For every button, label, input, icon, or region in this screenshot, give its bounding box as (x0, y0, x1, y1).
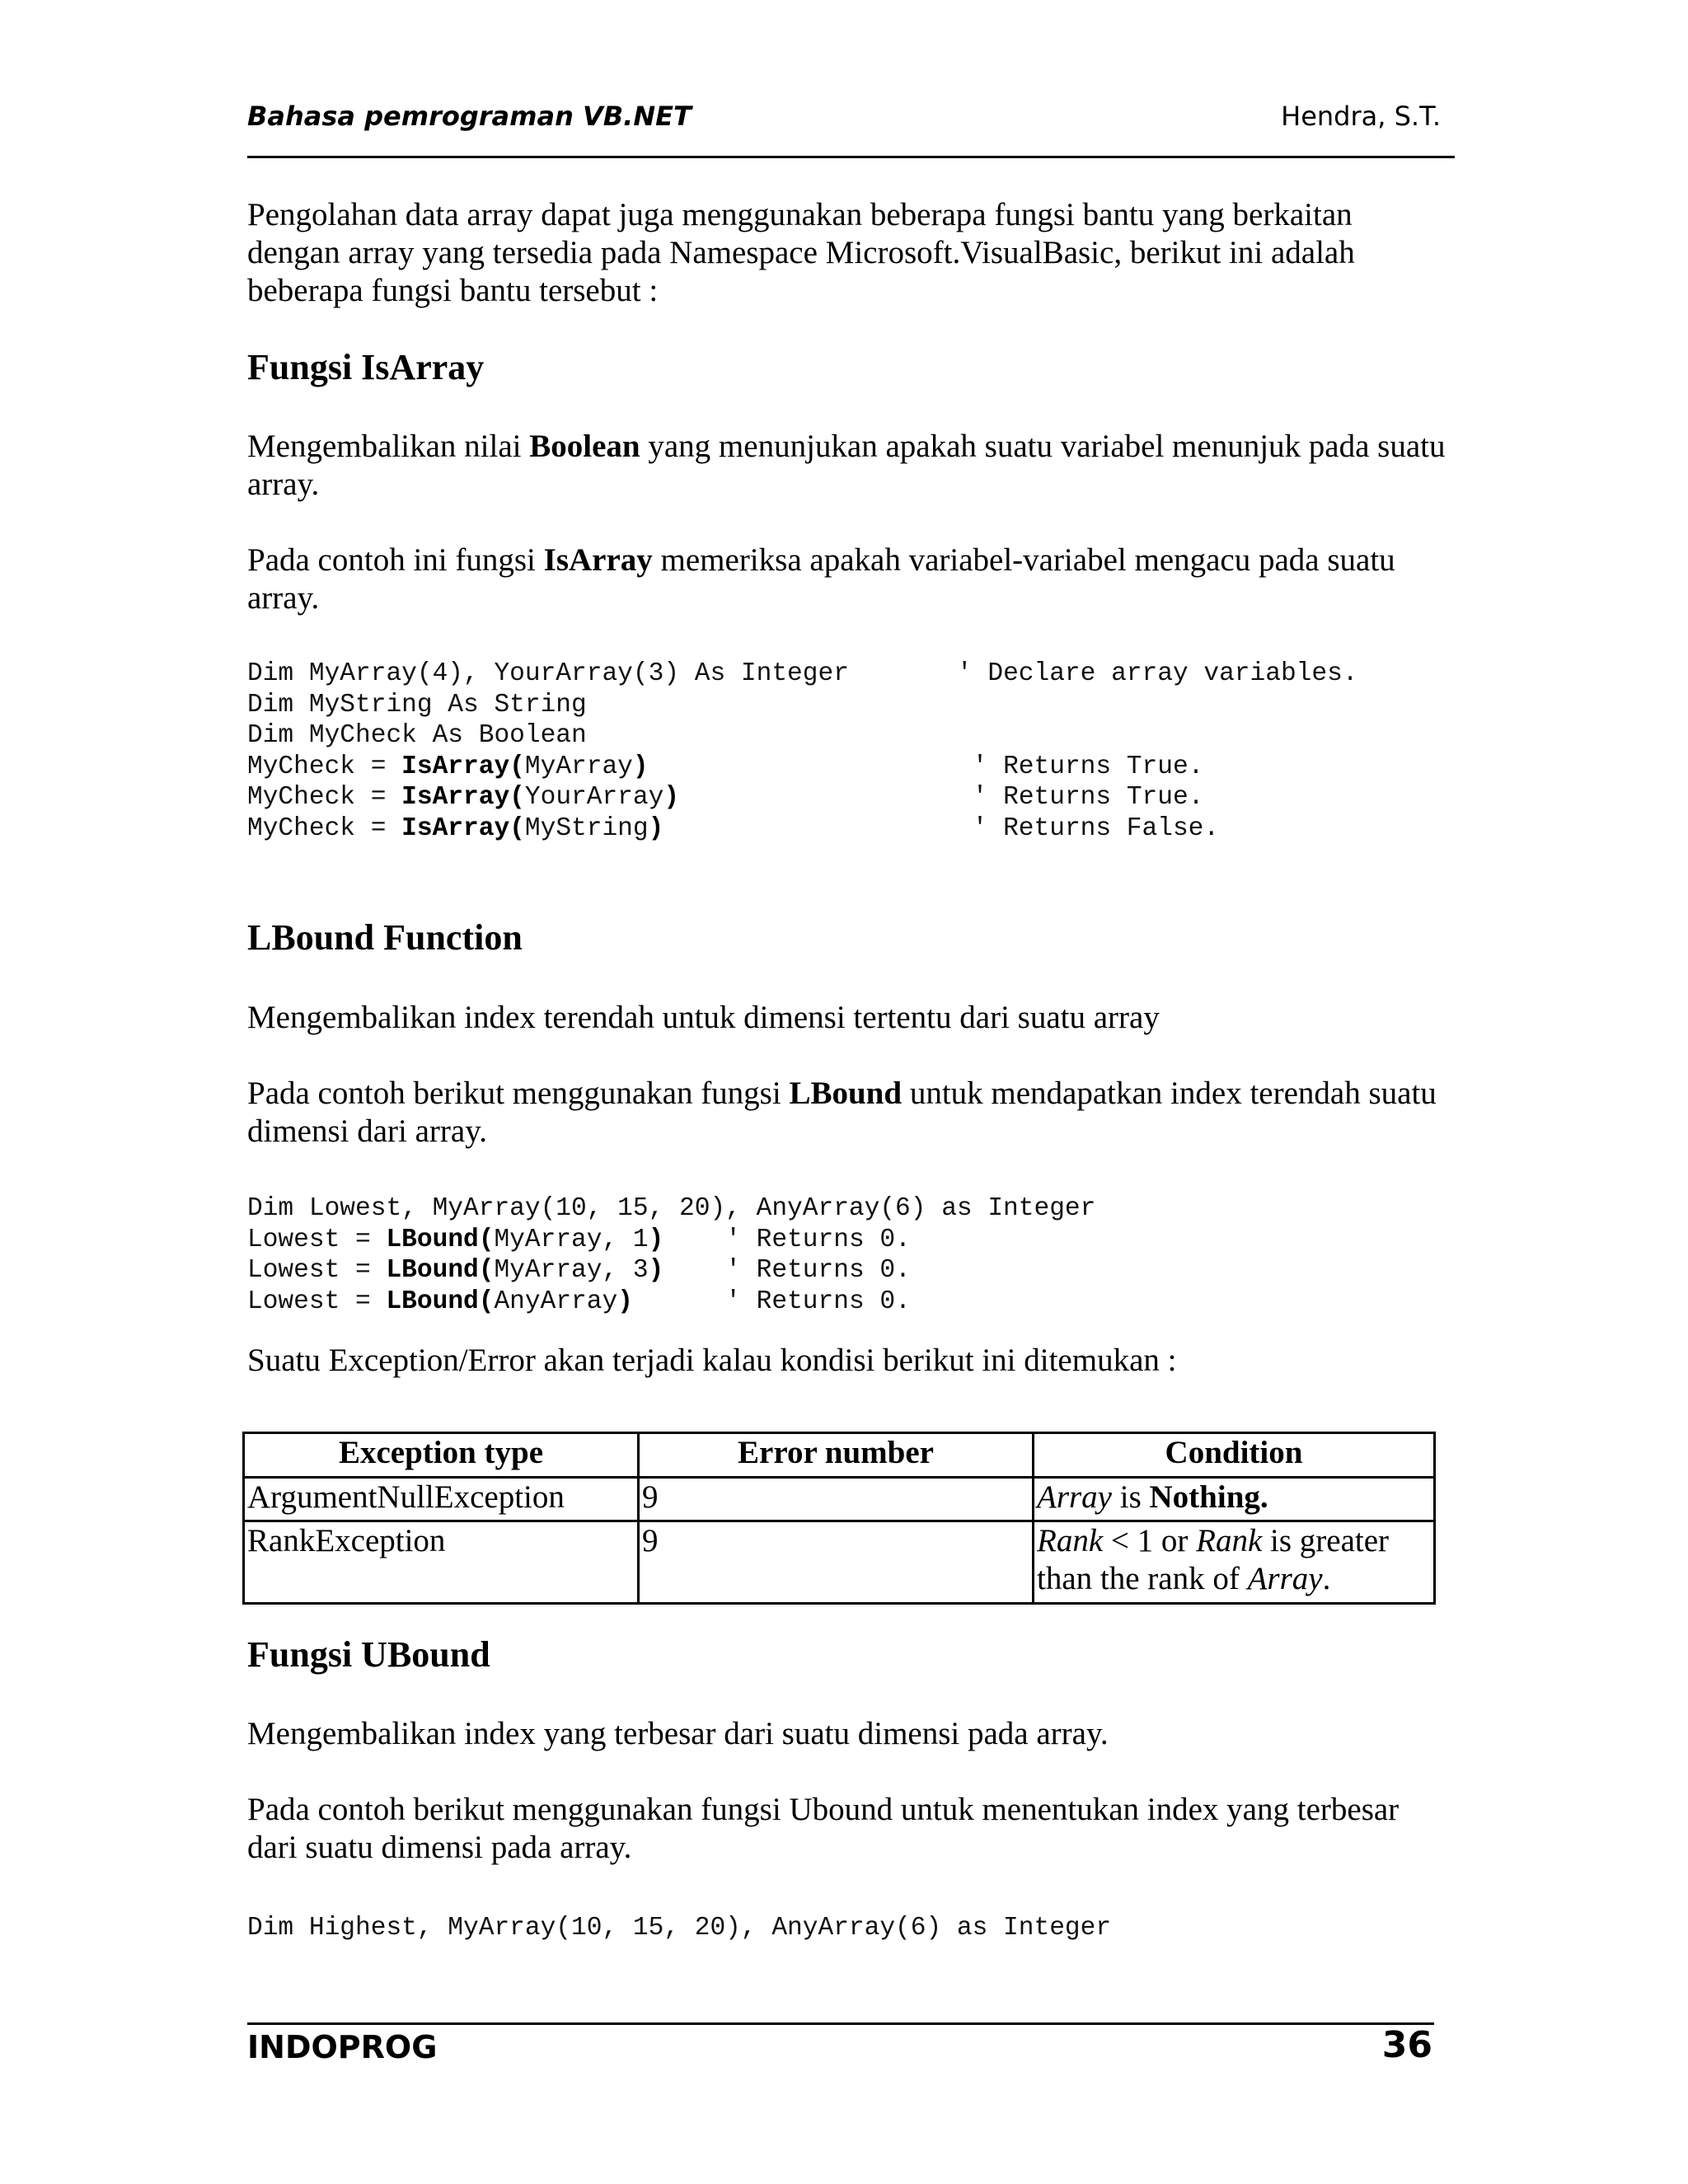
code-keyword: ) (648, 813, 664, 843)
code-keyword: IsArray( (401, 813, 525, 843)
text-run: . (1322, 1561, 1331, 1596)
code-line (247, 752, 1358, 783)
intro-paragraph: Pengolahan data array dapat juga menggunakan beberapa fungsi bantu yang berkaitan dengan array yang tersedia pada Namespace Microsoft.VisualBasic, berikut ini adalah beberapa fungsi bantu tersebut : (247, 197, 1355, 308)
text-run: untuk mendapatkan index terendah suatu dimensi dari array. (247, 1076, 1437, 1149)
italic-run: Array (1247, 1561, 1323, 1596)
code-line (247, 690, 1358, 721)
text-run: is (1112, 1479, 1150, 1515)
code-text: Lowest = (247, 1286, 387, 1316)
exception-intro: Suatu Exception/Error akan terjadi kalau kondisi berikut ini ditemukan : (247, 1343, 1177, 1378)
keyword: Boolean (529, 429, 640, 464)
code-arg: MyArray (524, 752, 633, 781)
header-title: Bahasa pemrograman VB.NET (247, 101, 692, 132)
code-comment: ' Declare array variables. (956, 659, 1358, 688)
code-comment: ' Returns 0. (725, 1286, 911, 1316)
code-comment: ' Returns 0. (725, 1225, 911, 1254)
code-line (247, 720, 1358, 752)
code-space (649, 752, 973, 781)
isarray-description (247, 428, 1451, 504)
code-text: Dim MyArray(4), YourArray(3) As Integer (247, 659, 957, 688)
code-keyword: ) (663, 783, 680, 812)
code-text: Dim MyCheck As Boolean (247, 721, 587, 750)
text-run: < 1 or (1103, 1523, 1197, 1558)
code-line (247, 1255, 1095, 1286)
code-text: MyCheck = (247, 752, 402, 781)
footer-brand: INDOPROG (247, 2029, 438, 2065)
cell-error-number: 9 (639, 1521, 1034, 1604)
text-run: Mengembalikan nilai (247, 429, 530, 464)
code-space (663, 1226, 725, 1254)
code-line (247, 658, 1358, 690)
code-text: MyCheck = (247, 783, 402, 812)
text-run: Pada contoh ini fungsi (247, 542, 544, 578)
table-row (244, 1478, 1435, 1521)
text-run: yang menunjukan apakah suatu variabel menunjuk pada suatu array. (247, 429, 1446, 502)
code-keyword: IsArray( (401, 783, 525, 812)
code-space (663, 814, 972, 843)
code-keyword: LBound( (386, 1225, 495, 1254)
code-arg: YourArray (524, 783, 664, 812)
ubound-example-text: Pada contoh berikut menggunakan fungsi Ubound untuk menentukan index yang terbesar dari suatu dimensi pada array. (247, 1792, 1400, 1865)
cell-exception-type: ArgumentNullException (244, 1478, 639, 1521)
code-comment: ' Returns True. (972, 752, 1204, 781)
code-text: MyCheck = (247, 813, 402, 843)
code-line (247, 782, 1358, 813)
code-arg: MyString (524, 813, 649, 843)
cell-condition (1034, 1521, 1435, 1604)
code-arg: MyArray, 3 (494, 1256, 649, 1285)
isarray-heading: Fungsi IsArray (247, 347, 485, 387)
code-comment: ' Returns True. (972, 783, 1204, 812)
lbound-code-block (247, 1193, 1095, 1317)
code-line (247, 813, 1358, 845)
code-space (633, 1287, 725, 1316)
code-line (247, 1225, 1095, 1256)
header-author: Hendra, S.T. (1281, 101, 1441, 132)
code-keyword: ) (648, 1225, 664, 1254)
code-comment: ' Returns 0. (725, 1256, 911, 1285)
column-header: Condition (1034, 1433, 1435, 1478)
isarray-code-block (247, 658, 1358, 844)
code-arg: MyArray, 1 (494, 1225, 649, 1254)
footer-rule (247, 2022, 1434, 2025)
code-line (247, 1286, 1095, 1318)
text-run: memeriksa apakah variabel-variabel mengacu pada suatu array. (247, 542, 1395, 616)
code-text: Dim Lowest, MyArray(10, 15, 20), AnyArray(6) as Integer (247, 1194, 1096, 1223)
code-arg: AnyArray (494, 1286, 618, 1316)
code-keyword: IsArray( (401, 752, 525, 781)
italic-run: Array (1037, 1479, 1112, 1515)
keyword: IsArray (543, 542, 653, 578)
code-keyword: LBound( (386, 1286, 495, 1316)
code-text: Lowest = (247, 1256, 387, 1285)
italic-run: Rank (1196, 1523, 1263, 1558)
code-text: Lowest = (247, 1225, 387, 1254)
table-row (244, 1521, 1435, 1604)
table-header-row (244, 1433, 1435, 1478)
keyword: LBound (789, 1076, 903, 1111)
code-line (247, 1193, 1095, 1225)
isarray-example-text (247, 541, 1451, 617)
cell-exception-type: RankException (244, 1521, 639, 1604)
cell-condition (1034, 1478, 1435, 1521)
column-header: Exception type (244, 1433, 639, 1478)
page-number: 36 (1381, 2024, 1432, 2066)
code-keyword: LBound( (386, 1256, 495, 1285)
italic-run: Rank (1037, 1523, 1104, 1558)
ubound-description: Mengembalikan index yang terbesar dari suatu dimensi pada array. (247, 1716, 1109, 1751)
header-rule (247, 156, 1455, 158)
code-space (663, 1256, 725, 1285)
code-keyword: ) (617, 1286, 633, 1316)
code-keyword: ) (632, 752, 649, 781)
code-keyword: ) (648, 1256, 664, 1285)
exception-table (242, 1432, 1436, 1605)
code-comment: ' Returns False. (972, 813, 1220, 843)
bold-run: Nothing. (1149, 1479, 1268, 1515)
ubound-code-block: Dim Highest, MyArray(10, 15, 20), AnyArray(6) as Integer (247, 1914, 1112, 1943)
cell-error-number: 9 (639, 1478, 1034, 1521)
text-run: is greater than the rank of (1037, 1523, 1390, 1596)
code-space (679, 783, 973, 812)
lbound-description: Mengembalikan index terendah untuk dimensi tertentu dari suatu array (247, 1000, 1160, 1035)
lbound-example-text (247, 1075, 1451, 1151)
text-run: Pada contoh berikut menggunakan fungsi (247, 1076, 790, 1111)
lbound-heading: LBound Function (247, 917, 523, 958)
ubound-heading: Fungsi UBound (247, 1634, 490, 1675)
code-text: Dim MyString As String (247, 690, 587, 719)
column-header: Error number (639, 1433, 1034, 1478)
